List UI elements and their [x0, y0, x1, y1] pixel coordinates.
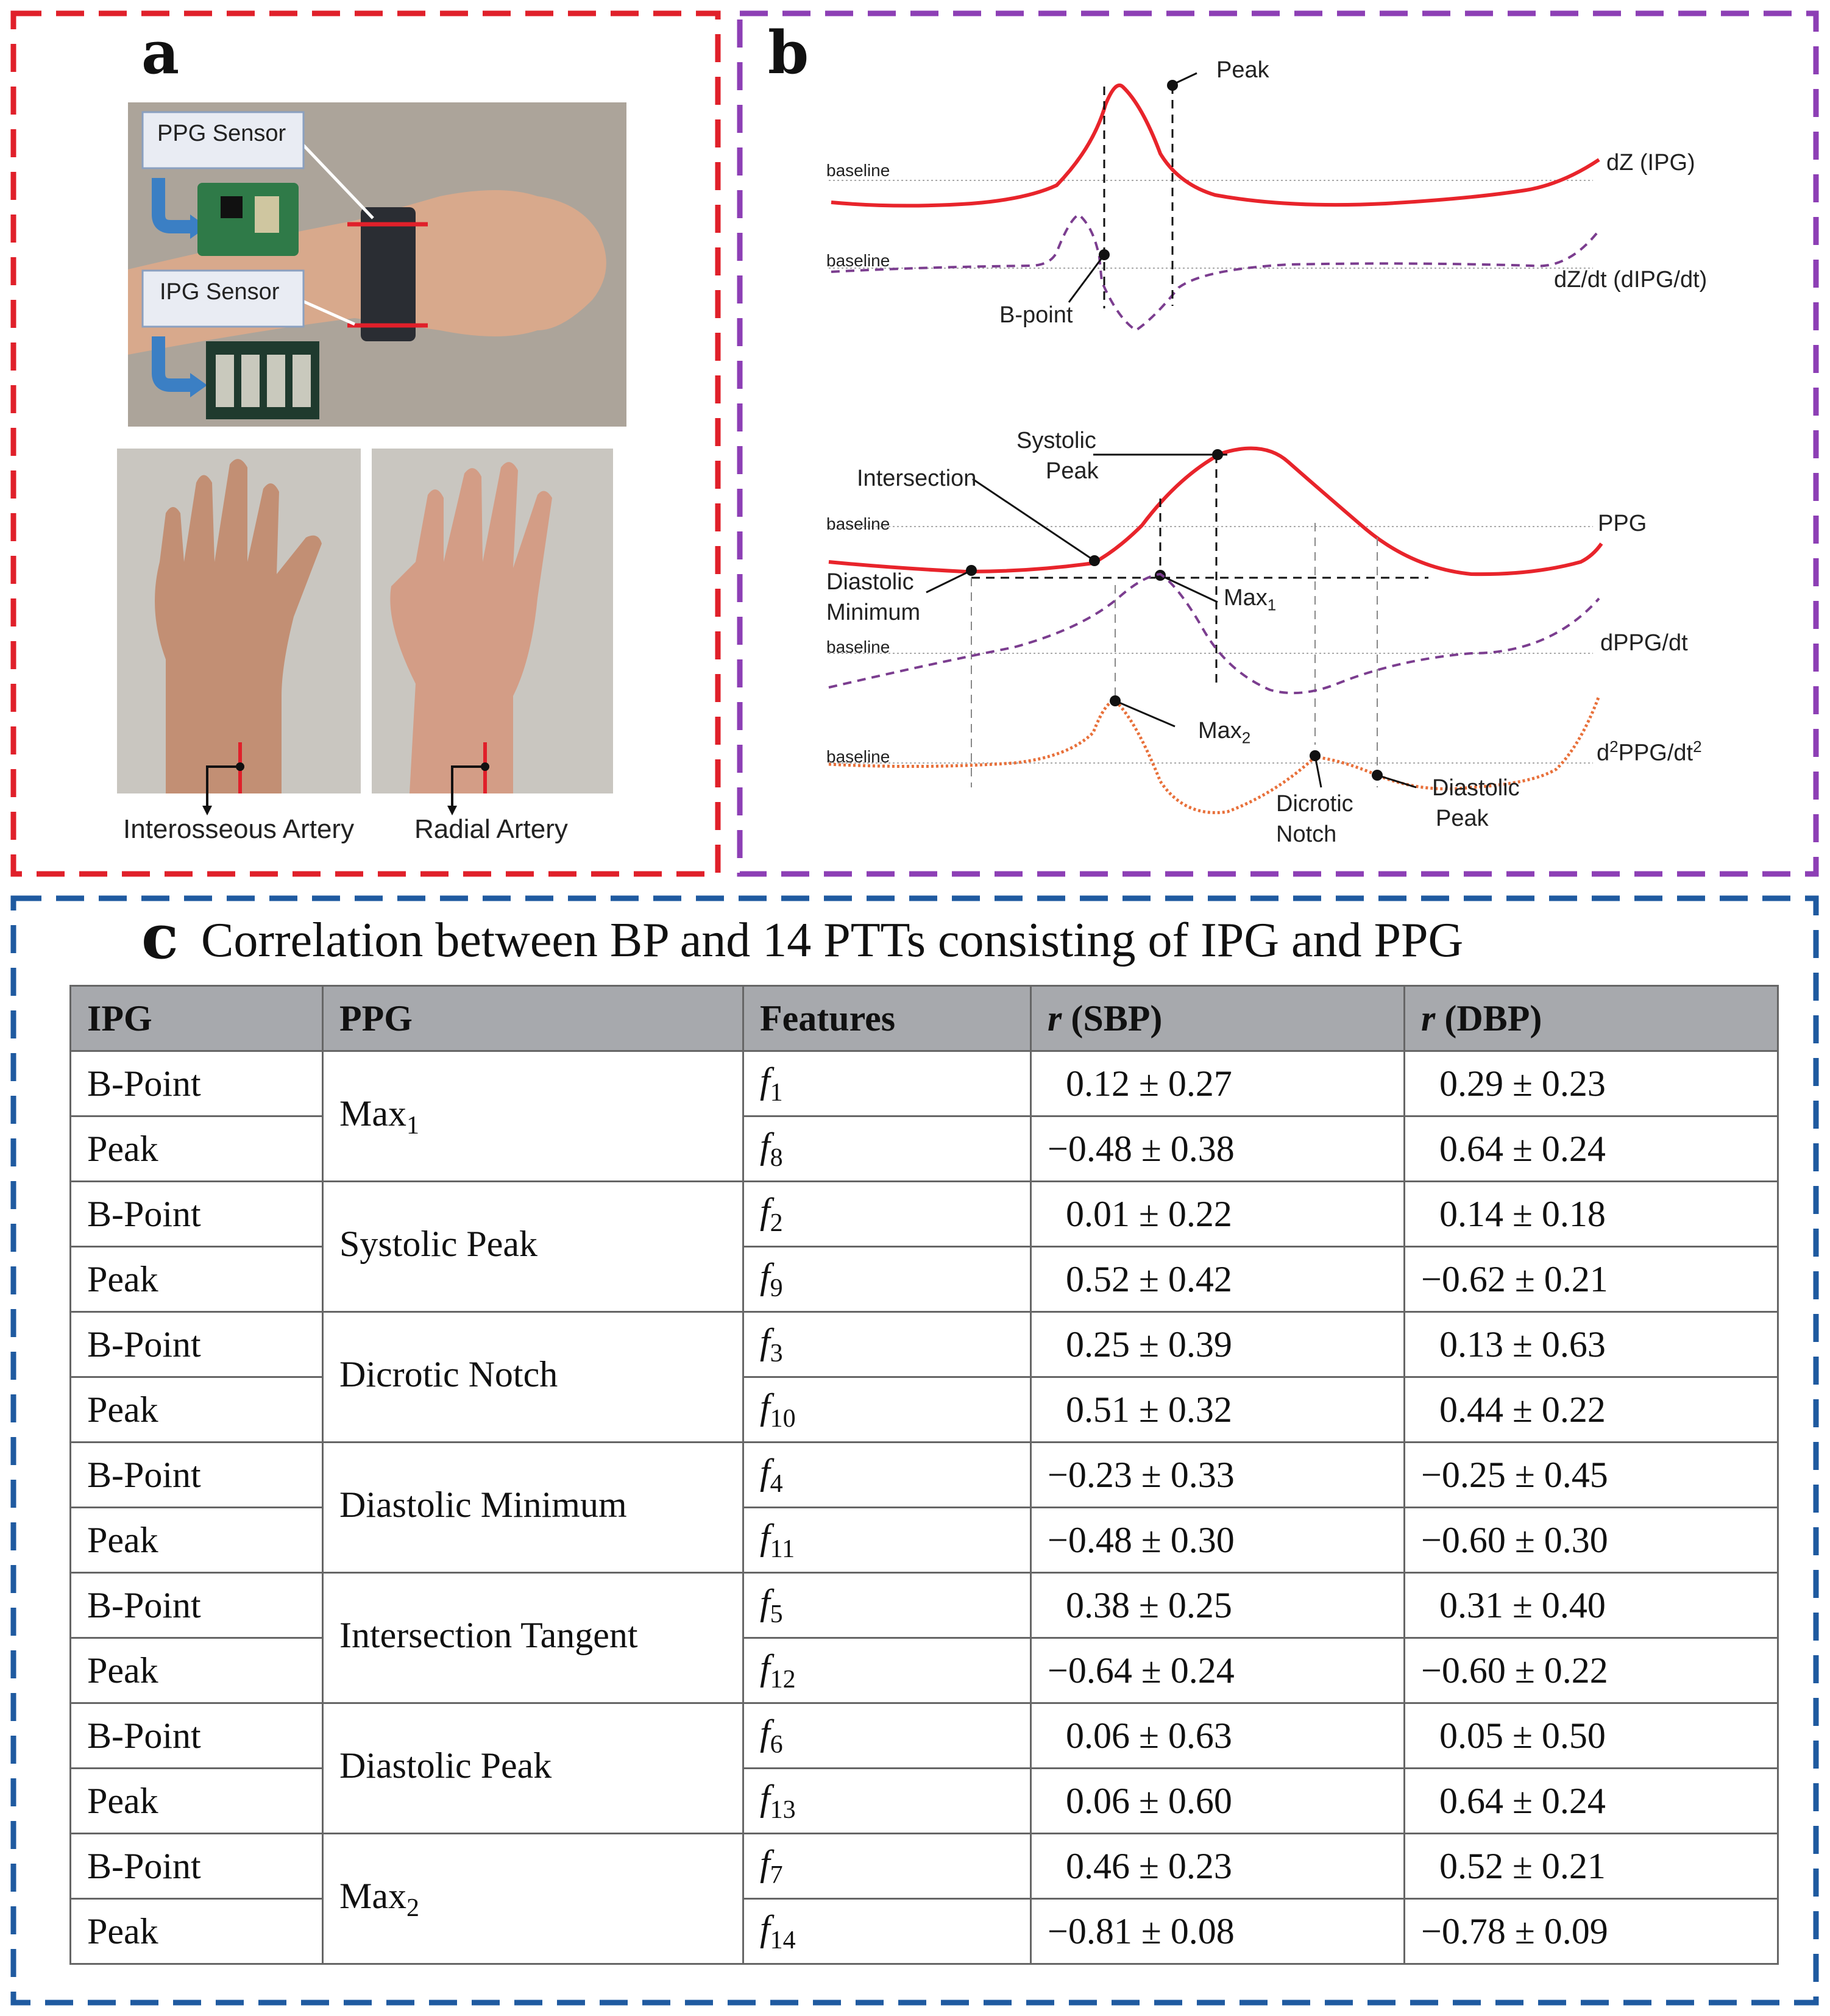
cell-feature	[743, 1051, 1031, 1116]
feature-index: 8	[770, 1144, 783, 1172]
ipg-baseline-label-1: baseline	[826, 161, 890, 180]
cell-r-dbp: 0.13 ± 0.63	[1405, 1312, 1778, 1377]
feature-symbol: f	[760, 1582, 770, 1622]
cell-feature	[743, 1769, 1031, 1834]
cell-r-sbp: −0.48 ± 0.38	[1031, 1116, 1405, 1182]
ppg-sub: 2	[406, 1894, 419, 1922]
cell-r-dbp: 0.44 ± 0.22	[1405, 1377, 1778, 1443]
header-r-sbp: r (SBP)	[1031, 986, 1405, 1051]
cell-r-dbp: −0.25 ± 0.45	[1405, 1443, 1778, 1508]
feature-symbol: f	[760, 1452, 770, 1492]
table-title: Correlation between BP and 14 PTTs consisting of IPG and PPG	[201, 914, 1464, 967]
cell-feature	[743, 1182, 1031, 1247]
cell-r-dbp: 0.14 ± 0.18	[1405, 1182, 1778, 1247]
dppg-label: dPPG/dt	[1600, 630, 1688, 656]
cell-r-dbp: 0.64 ± 0.24	[1405, 1116, 1778, 1182]
feature-index: 4	[770, 1470, 783, 1498]
dzdt-label: dZ/dt (dIPG/dt)	[1554, 267, 1708, 293]
ipg-peak-point	[1167, 80, 1178, 91]
ppg-name: Dicrotic Notch	[339, 1354, 558, 1394]
cell-r-sbp: −0.48 ± 0.30	[1031, 1508, 1405, 1573]
header-r-dbp: r (DBP)	[1405, 986, 1778, 1051]
ipg-baseline-label-2: baseline	[826, 251, 890, 270]
panel-c-letter: c	[141, 901, 179, 973]
radial-artery-label: Radial Artery	[414, 814, 568, 844]
dicrotic-notch-label-1: Dicrotic	[1276, 791, 1353, 817]
cell-ipg: Peak	[71, 1377, 323, 1443]
cell-ipg: Peak	[71, 1899, 323, 1964]
cell-r-sbp: 0.52 ± 0.42	[1031, 1247, 1405, 1312]
table-row	[71, 1573, 1778, 1638]
cell-feature	[743, 1899, 1031, 1964]
cell-ppg	[323, 1182, 743, 1312]
dz-ipg-label: dZ (IPG)	[1606, 150, 1695, 176]
cell-r-sbp: 0.01 ± 0.22	[1031, 1182, 1405, 1247]
cell-ipg: Peak	[71, 1769, 323, 1834]
ppg-name: Intersection Tangent	[339, 1614, 638, 1655]
b-point-label: B-point	[999, 302, 1073, 328]
cell-feature	[743, 1638, 1031, 1703]
cell-feature	[743, 1703, 1031, 1769]
ipg-peak-label: Peak	[1216, 57, 1269, 83]
cell-r-sbp: 0.25 ± 0.39	[1031, 1312, 1405, 1377]
cell-r-sbp: −0.81 ± 0.08	[1031, 1899, 1405, 1964]
cell-feature	[743, 1508, 1031, 1573]
max2-label: Max$_2$	[1198, 718, 1251, 747]
feature-index: 7	[770, 1861, 783, 1889]
ppg-name: Diastolic Peak	[339, 1745, 552, 1786]
cell-r-dbp: −0.62 ± 0.21	[1405, 1247, 1778, 1312]
feature-index: 6	[770, 1731, 783, 1759]
diastolic-peak-label-1: Diastolic	[1432, 775, 1520, 801]
d2ppg-baseline-label: baseline	[826, 747, 890, 766]
dz-ipg-curve	[831, 85, 1599, 206]
cell-ipg: B-Point	[71, 1834, 323, 1899]
cell-ipg: B-Point	[71, 1051, 323, 1116]
feature-symbol: f	[760, 1778, 770, 1818]
systolic-peak-label-2: Peak	[1046, 458, 1099, 484]
d2ppg-label: $d^2PPG/dt^2$	[1597, 737, 1702, 766]
header-ipg: IPG	[71, 986, 323, 1051]
dzdt-curve	[831, 215, 1599, 330]
cell-r-dbp: 0.52 ± 0.21	[1405, 1834, 1778, 1899]
dicrotic-notch-label-2: Notch	[1276, 822, 1337, 847]
cell-ppg	[323, 1312, 743, 1443]
panel-b-letter: b	[768, 18, 809, 87]
cell-r-sbp: 0.06 ± 0.63	[1031, 1703, 1405, 1769]
table-row	[71, 1834, 1778, 1899]
cell-ipg: B-Point	[71, 1443, 323, 1508]
cell-r-dbp: 0.29 ± 0.23	[1405, 1051, 1778, 1116]
table-header-row	[71, 986, 1778, 1051]
feature-symbol: f	[760, 1517, 770, 1557]
wrist-band	[361, 207, 416, 341]
cell-ipg: B-Point	[71, 1182, 323, 1247]
table-row	[71, 1703, 1778, 1769]
cell-ipg: Peak	[71, 1508, 323, 1573]
cell-feature	[743, 1377, 1031, 1443]
feature-symbol: f	[760, 1908, 770, 1948]
cell-ipg: Peak	[71, 1638, 323, 1703]
ppg-name: Systolic Peak	[339, 1223, 537, 1264]
cell-feature	[743, 1312, 1031, 1377]
cell-r-dbp: 0.64 ± 0.24	[1405, 1769, 1778, 1834]
cell-ppg	[323, 1703, 743, 1834]
cell-r-sbp: −0.23 ± 0.33	[1031, 1443, 1405, 1508]
cell-ipg: B-Point	[71, 1703, 323, 1769]
cell-r-sbp: 0.46 ± 0.23	[1031, 1834, 1405, 1899]
feature-index: 12	[770, 1666, 796, 1694]
ppg-sensor-board-icon	[197, 183, 299, 256]
dppg-baseline-label: baseline	[826, 637, 890, 656]
feature-index: 14	[770, 1926, 796, 1954]
feature-symbol: f	[760, 1321, 770, 1361]
diastolic-minimum-label-1: Diastolic	[826, 569, 914, 595]
systolic-peak-label-1: Systolic	[1016, 428, 1096, 453]
table-row	[71, 1051, 1778, 1116]
feature-index: 9	[770, 1274, 783, 1302]
feature-symbol: f	[760, 1843, 770, 1883]
cell-feature	[743, 1443, 1031, 1508]
cell-ipg: B-Point	[71, 1573, 323, 1638]
ppg-sub: 1	[406, 1111, 419, 1140]
cell-ipg: Peak	[71, 1116, 323, 1182]
cell-r-dbp: 0.31 ± 0.40	[1405, 1573, 1778, 1638]
cell-ipg: B-Point	[71, 1312, 323, 1377]
header-ppg: PPG	[323, 986, 743, 1051]
dppg-curve	[829, 574, 1599, 693]
cell-r-sbp: 0.12 ± 0.27	[1031, 1051, 1405, 1116]
ppg-name: Diastolic Minimum	[339, 1484, 627, 1525]
max1-label: Max$_1$	[1224, 585, 1277, 614]
feature-symbol: f	[760, 1126, 770, 1166]
panel-a-photos	[13, 13, 718, 874]
cell-ppg	[323, 1573, 743, 1703]
feature-index: 11	[770, 1535, 795, 1563]
cell-r-sbp: 0.51 ± 0.32	[1031, 1377, 1405, 1443]
cell-r-dbp: −0.78 ± 0.09	[1405, 1899, 1778, 1964]
ppg-sensor-label: PPG Sensor	[157, 121, 286, 146]
cell-r-dbp: 0.05 ± 0.50	[1405, 1703, 1778, 1769]
cell-ppg	[323, 1834, 743, 1964]
cell-r-sbp: −0.64 ± 0.24	[1031, 1638, 1405, 1703]
ppg-baseline-label: baseline	[826, 514, 890, 533]
feature-index: 1	[770, 1079, 783, 1107]
cell-r-sbp: 0.38 ± 0.25	[1031, 1573, 1405, 1638]
table-row	[71, 1182, 1778, 1247]
feature-symbol: f	[760, 1191, 770, 1231]
ppg-label: PPG	[1598, 511, 1647, 536]
feature-symbol: f	[760, 1060, 770, 1101]
ppg-name: Max	[339, 1875, 406, 1916]
cell-ppg	[323, 1051, 743, 1182]
cell-feature	[743, 1116, 1031, 1182]
cell-feature	[743, 1247, 1031, 1312]
feature-index: 5	[770, 1600, 783, 1628]
feature-index: 13	[770, 1796, 796, 1824]
cell-r-sbp: 0.06 ± 0.60	[1031, 1769, 1405, 1834]
intersection-label: Intersection	[857, 466, 977, 491]
ppg-name: Max	[339, 1093, 406, 1134]
ipg-sensor-label: IPG Sensor	[160, 279, 280, 305]
feature-index: 10	[770, 1405, 796, 1433]
feature-symbol: f	[760, 1386, 770, 1427]
feature-index: 3	[770, 1340, 783, 1368]
panel-a-letter: a	[141, 18, 180, 87]
correlation-table	[69, 985, 1779, 1965]
feature-symbol: f	[760, 1647, 770, 1688]
cell-ipg: Peak	[71, 1247, 323, 1312]
diastolic-minimum-label-2: Minimum	[826, 600, 921, 625]
feature-symbol: f	[760, 1256, 770, 1296]
table-row	[71, 1443, 1778, 1508]
diastolic-peak-label-2: Peak	[1436, 806, 1489, 831]
cell-r-dbp: −0.60 ± 0.22	[1405, 1638, 1778, 1703]
cell-r-dbp: −0.60 ± 0.30	[1405, 1508, 1778, 1573]
interosseous-artery-label: Interosseous Artery	[123, 814, 355, 844]
cell-feature	[743, 1573, 1031, 1638]
table-row	[71, 1312, 1778, 1377]
systolic-peak-point	[1212, 449, 1223, 460]
cell-feature	[743, 1834, 1031, 1899]
header-features: Features	[743, 986, 1031, 1051]
feature-symbol: f	[760, 1713, 770, 1753]
feature-index: 2	[770, 1209, 783, 1237]
cell-ppg	[323, 1443, 743, 1573]
